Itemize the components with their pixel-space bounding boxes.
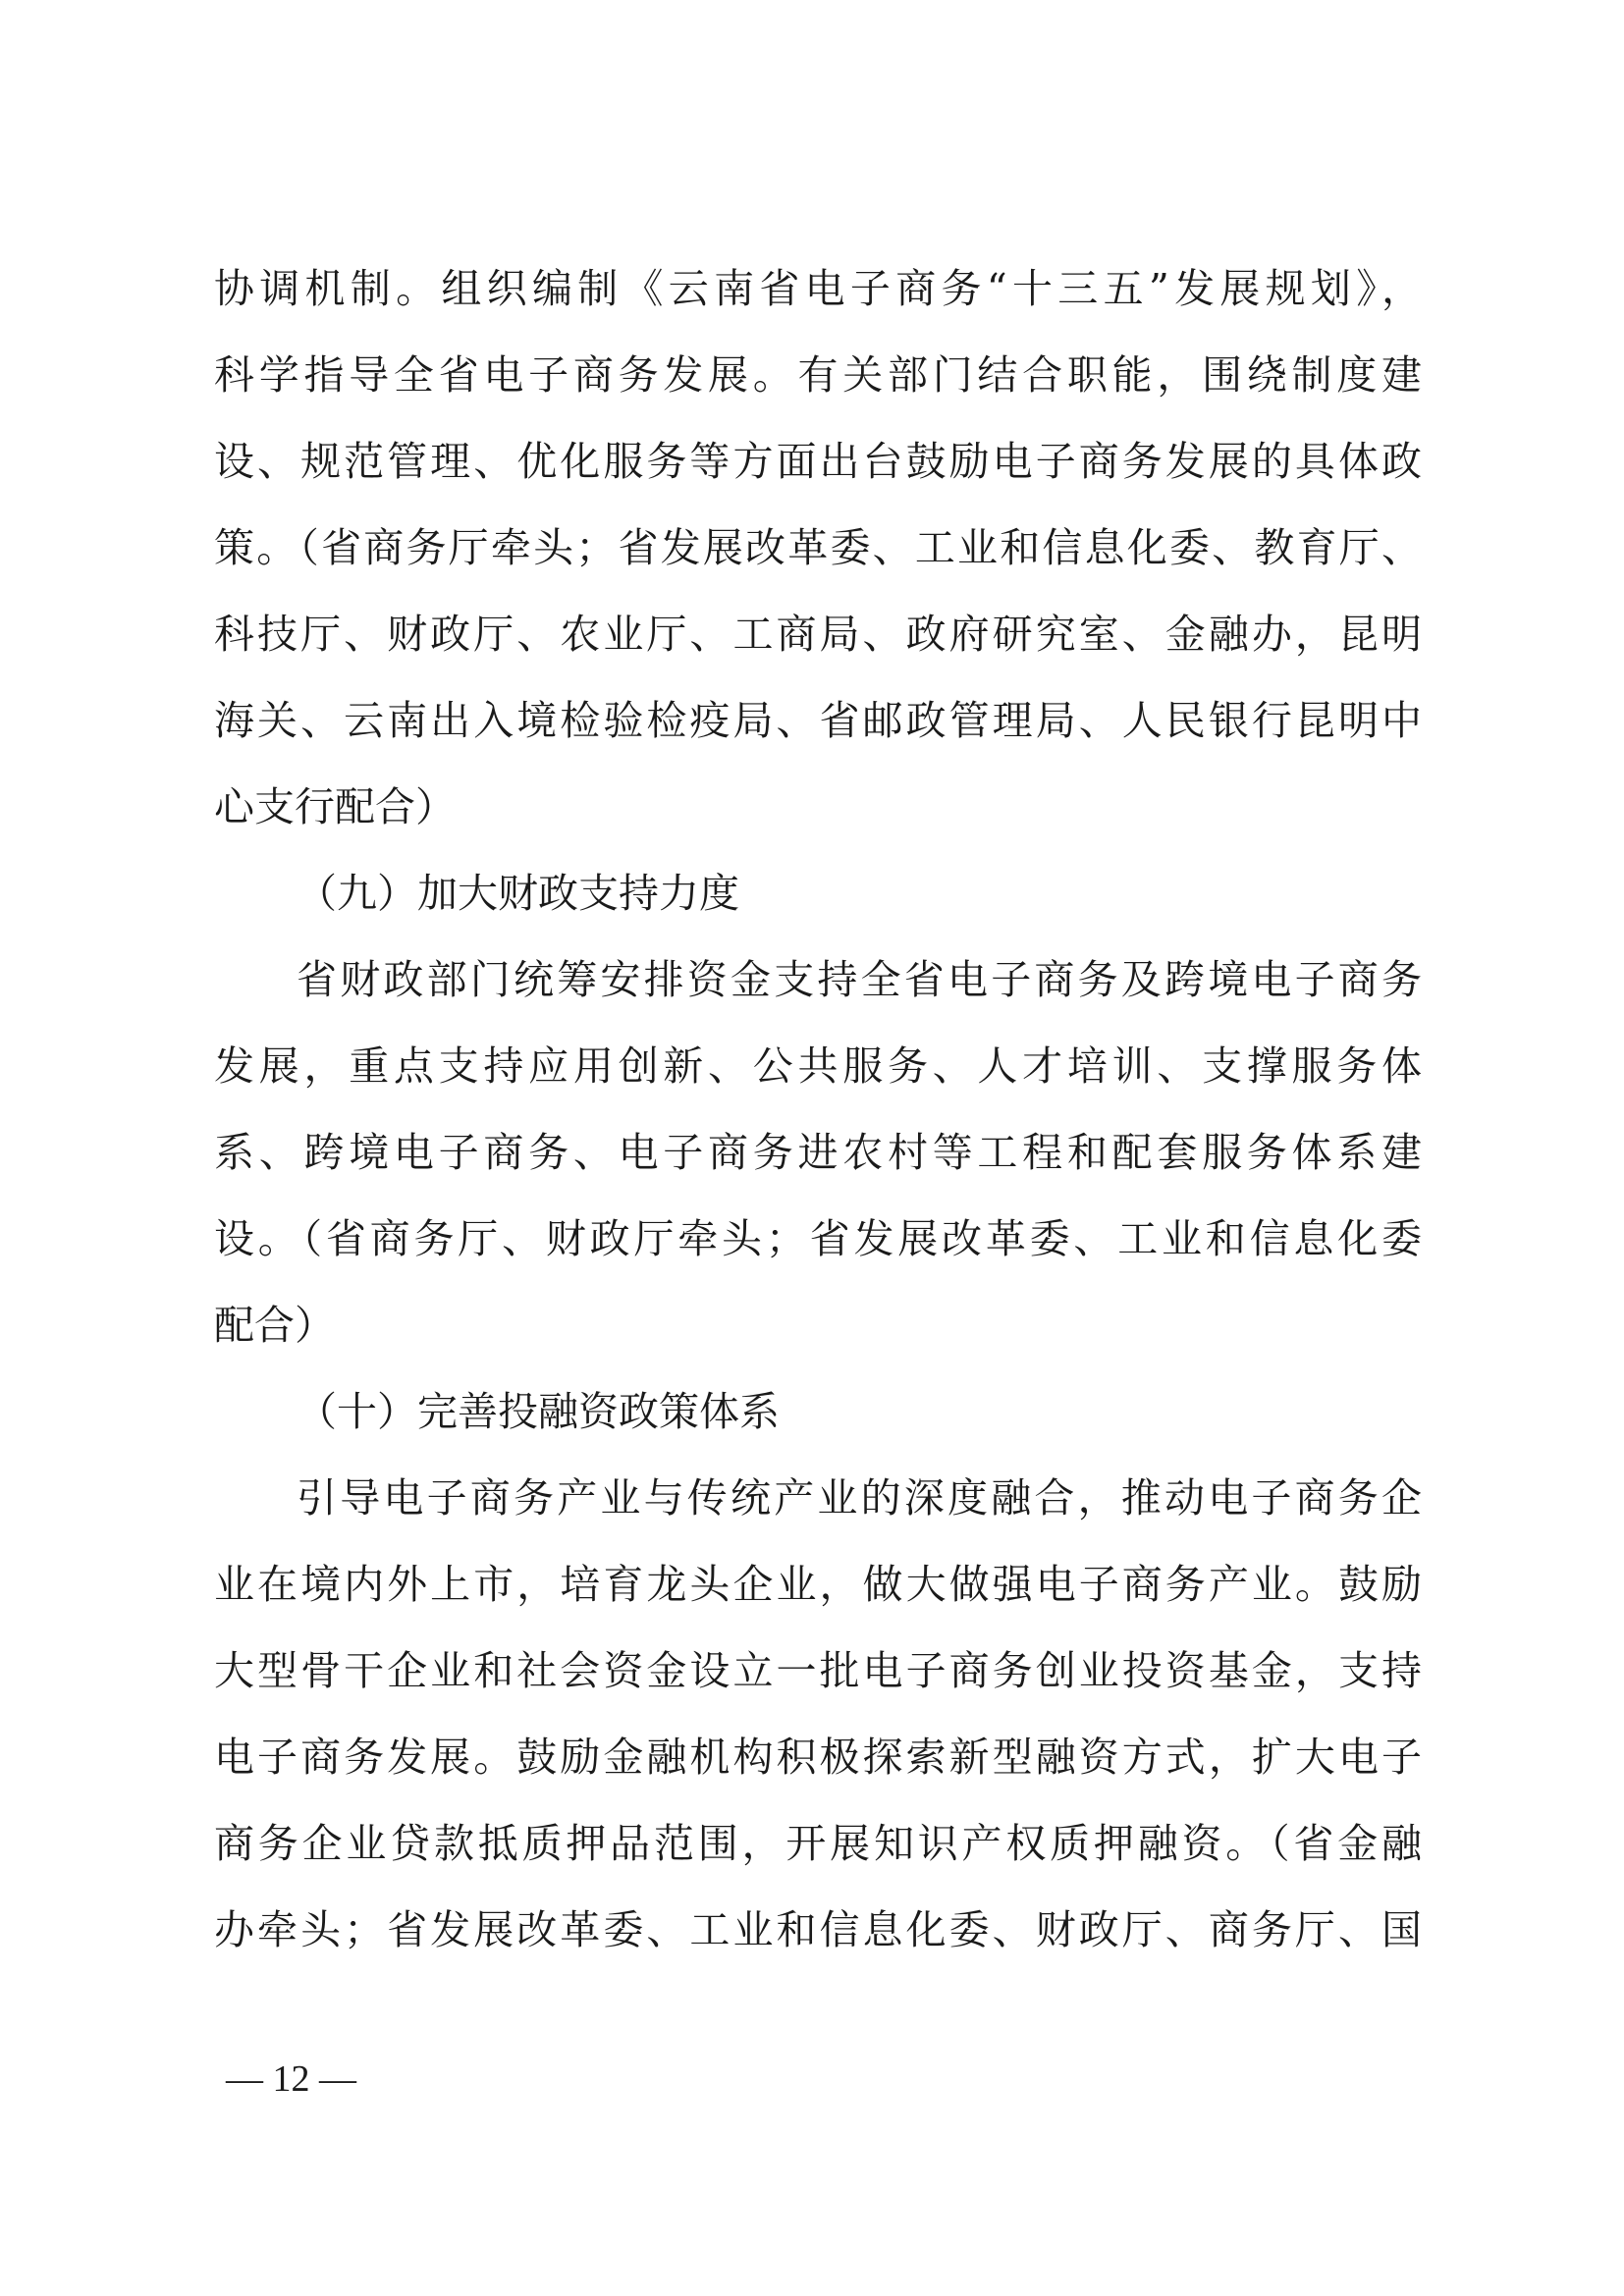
paragraph-line: 系、跨境电子商务、电子商务进农村等工程和配套服务体系建 xyxy=(214,1129,1422,1176)
paragraph-line: 商务企业贷款抵质押品范围，开展知识产权质押融资。（省金融 xyxy=(214,1820,1422,1867)
paragraph-line: 心支行配合） xyxy=(214,783,456,830)
paragraph-line: 配合） xyxy=(214,1302,335,1349)
paragraph-line: 省财政部门统筹安排资金支持全省电子商务及跨境电子商务 xyxy=(297,956,1422,1003)
page-number: — 12 — xyxy=(226,2058,356,2100)
paragraph-line: 科技厅、财政厅、农业厅、工商局、政府研究室、金融办，昆明 xyxy=(214,611,1422,658)
paragraph-line: 设。（省商务厅、财政厅牵头；省发展改革委、工业和信息化委 xyxy=(214,1215,1422,1262)
paragraph-line: 策。（省商务厅牵头；省发展改革委、工业和信息化委、教育厅、 xyxy=(214,524,1422,571)
paragraph-line: 大型骨干企业和社会资金设立一批电子商务创业投资基金，支持 xyxy=(214,1647,1422,1694)
document-body xyxy=(214,245,1422,1973)
paragraph-line: 业在境内外上市，培育龙头企业，做大做强电子商务产业。鼓励 xyxy=(214,1561,1422,1608)
section-heading: （十）完善投融资政策体系 xyxy=(297,1388,780,1435)
paragraph-line: 科学指导全省电子商务发展。有关部门结合职能，围绕制度建 xyxy=(214,351,1422,399)
section-heading: （九）加大财政支持力度 xyxy=(297,870,739,917)
paragraph-line: 发展，重点支持应用创新、公共服务、人才培训、支撑服务体 xyxy=(214,1042,1422,1090)
paragraph-line: 引导电子商务产业与传统产业的深度融合，推动电子商务企 xyxy=(297,1474,1422,1522)
paragraph-line: 海关、云南出入境检验检疫局、省邮政管理局、人民银行昆明中 xyxy=(214,697,1422,744)
paragraph-line: 电子商务发展。鼓励金融机构积极探索新型融资方式，扩大电子 xyxy=(214,1734,1422,1781)
paragraph-line: 协调机制。组织编制《云南省电子商务“十三五”发展规划》， xyxy=(214,265,1422,312)
paragraph-line: 办牵头；省发展改革委、工业和信息化委、财政厅、商务厅、国 xyxy=(214,1906,1422,1953)
paragraph-line: 设、规范管理、优化服务等方面出台鼓励电子商务发展的具体政 xyxy=(214,438,1422,485)
